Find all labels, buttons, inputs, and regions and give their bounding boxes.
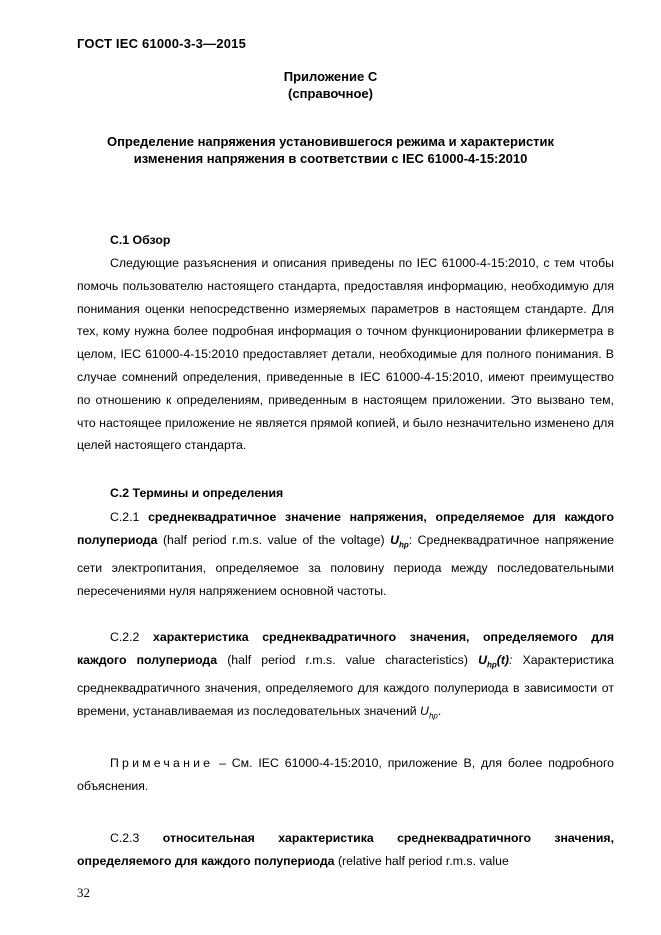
appendix-title: Приложение С [283,69,378,84]
section-c1-title: С.1 Обзор [110,233,171,247]
clause-c22: С.2.2 характеристика среднеквадратичного значения, определяемого для каждого полупериода (half period r.m.s. value characteristics) $U_{hp}(t)$: Характеристика среднеквадратичного значения, определяемого для каждого полупериода в зависимости от времени, устанавливаемая из последовательных значений $U_{hp}$. [77,630,614,721]
note-text: – См. IEC 61000-4-15:2010, приложение В, для более подробного объяснения. [77,756,615,793]
clause-c21-english: (half period r.m.s. value of the voltage) [162,532,385,547]
note [77,752,614,798]
clause-c22-english: (half period r.m.s. value characteristics) [227,652,468,667]
clause-c22-number: С.2.2 [110,630,140,644]
appendix-heading-line-2: изменения напряжения в соответствии с IEC 61000-4-15:2010 [133,151,528,166]
clause-c23 [77,827,614,873]
clause-c22-symbol: $U_{hp}(t)$ [478,652,510,670]
clause-c21-symbol: $U_{hp}$ [390,532,409,550]
section-c1-text: Следующие разъяснения и описания приведены по IEC 61000-4-15:2010, с тем чтобы помочь пользователю настоящего стандарта, предоставляя информацию, необходимую для понимания оценки непосредственно измеряемых параметров в настоящем стандарте. Для тех, кому нужна более подробная информация о точном функционировании фликерметра в целом, IEC 61000-4-15:2010 предоставляет детали, необходимые для полного понимания. В случае сомнений определения, приведенные в IEC 61000-4-15:2010, имеют преимущество по отношению к определениям, приведенным в настоящем приложении. Это вызвано тем, что настоящее приложение не является прямой копией, и было незначительно изменено для целей настоящего стандарта. [77,256,614,453]
note-label: Примечание [110,756,214,770]
clause-c23-english: (relative half period r.m.s. value [337,853,509,868]
clause-c21-number: С.2.1 [110,510,140,524]
appendix-subtitle: (справочное) [288,86,373,101]
document-header: ГОСТ IEC 61000-3-3—2015 [77,36,246,51]
section-c2-title: С.2 Термины и определения [110,486,284,500]
clause-c22-def-symbol: $U_{hp}$ [420,703,438,721]
clause-c23-number: С.2.3 [110,831,140,845]
clause-c23-term: относительная характеристика среднеквадратичного значения, определяемого для каждого полупериода [77,831,614,868]
clause-c21-term: среднеквадратичное значение напряжения, определяемое для каждого полупериода [77,510,614,547]
appendix-heading-line-1: Определение напряжения установившегося режима и характеристик [106,134,555,149]
page-number: 32 [77,885,90,900]
clause-c22-definition: Характеристика среднеквадратичного значения, определяемого для каждого полупериода в зависимости от времени, устанавливаемая из последовательных значений [77,652,614,718]
clause-c21-definition: Среднеквадратичное напряжение сети электропитания, определяемое за половину периода между последовательными пересечениями нуля напряжением основной частоты. [77,532,615,598]
clause-c21: С.2.1 среднеквадратичное значение напряжения, определяемое для каждого полупериода (half period r.m.s. value of the voltage) $U_{hp}$: Среднеквадратичное напряжение сети электропитания, определяемое за половину периода между последовательными пересечениями нуля напряжением основной частоты. [77,510,615,598]
clause-c22-term: характеристика среднеквадратичного значения, определяемого для каждого полупериода [77,630,614,667]
